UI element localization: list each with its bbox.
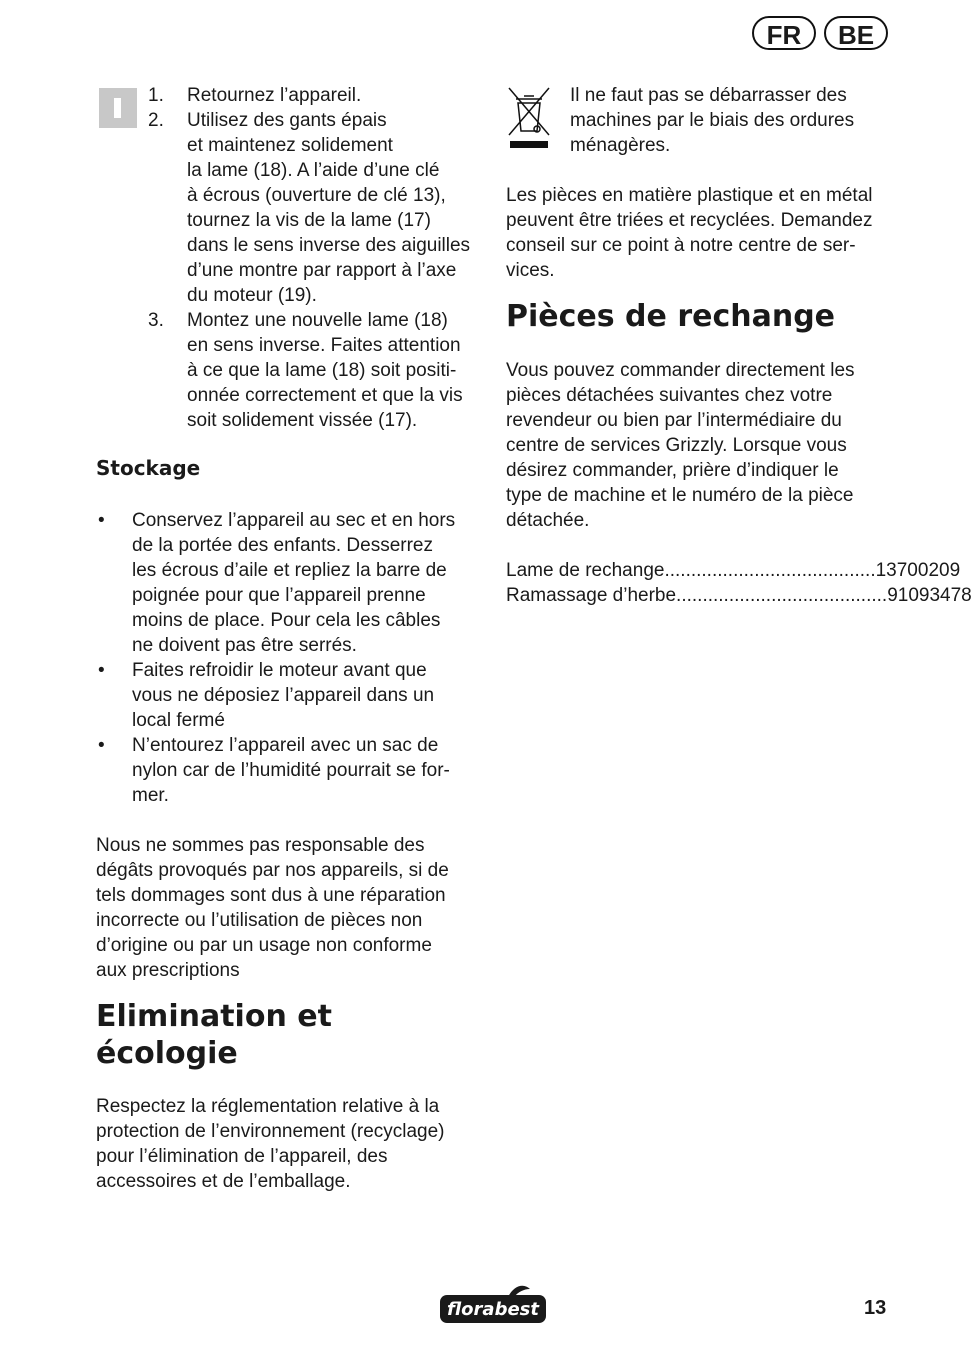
bullet-line: ne doivent pas être serrés.: [132, 635, 357, 656]
stockage-bullets: [96, 508, 486, 808]
elimination-paragraph: [96, 1094, 486, 1194]
step-line: à écrous (ouverture de clé 13),: [187, 185, 446, 206]
text-line: Nous ne sommes pas responsable des: [96, 835, 425, 856]
part-row: [506, 583, 972, 608]
rechange-heading: Pièces de rechange: [506, 299, 836, 334]
text-line: dégâts provoqués par nos appareils, si de: [96, 860, 449, 881]
heading-line: écologie: [96, 1036, 238, 1071]
lang-badge-fr: FR: [752, 16, 816, 50]
step-line: dans le sens inverse des aiguilles: [187, 235, 471, 256]
step-item: [148, 83, 488, 108]
text-line: type de machine et le numéro de la pièce: [506, 485, 854, 506]
stockage-heading: Stockage: [96, 456, 201, 480]
text-line: pour l’élimination de l’appareil, des: [96, 1146, 388, 1167]
elimination-heading: [96, 998, 332, 1072]
text-line: Les pièces en matière plastique et en métal: [506, 185, 873, 206]
text-line: pièces détachées suivantes chez votre: [506, 385, 833, 406]
bullet-item: [96, 508, 486, 658]
bullet-line: nylon car de l’humidité pourrait se for-: [132, 760, 450, 781]
recycle-paragraph: [506, 183, 896, 283]
text-line: Il ne faut pas se débarrasser des: [570, 85, 847, 106]
text-line: Vous pouvez commander directement les: [506, 360, 855, 381]
bullet-line: local fermé: [132, 710, 225, 731]
steps-list: [148, 83, 488, 433]
logo-text: florabest: [447, 1299, 539, 1320]
text-line: incorrecte ou l’utilisation de pièces non: [96, 910, 423, 931]
part-row: [506, 558, 961, 583]
text-line: aux prescriptions: [96, 960, 240, 981]
bullet-item: [96, 658, 486, 733]
step-line: tournez la vis de la lame (17): [187, 210, 431, 231]
bullet-dot: •: [98, 660, 105, 681]
text-line: accessoires et de l’emballage.: [96, 1171, 351, 1192]
step-line: en sens inverse. Faites attention: [187, 335, 461, 356]
bullet-line: poignée pour que l’appareil prenne: [132, 585, 426, 606]
lang-badge-be: BE: [824, 16, 888, 50]
step-number: 2.: [148, 110, 164, 131]
text-line: Respectez la réglementation relative à la: [96, 1096, 440, 1117]
step-line: à ce que la lame (18) soit positi-: [187, 360, 457, 381]
weee-text: [570, 83, 900, 158]
step-item: [148, 308, 488, 433]
bullet-line: Conservez l’appareil au sec et en hors: [132, 510, 456, 531]
part-name: Ramassage d’herbe: [506, 585, 677, 606]
text-line: d’origine ou par un usage non conforme: [96, 935, 432, 956]
part-number: 13700209: [875, 560, 961, 581]
step-marker-icon: [99, 88, 137, 128]
page-number: 13: [864, 1297, 887, 1319]
bullet-line: vous ne déposiez l’appareil dans un: [132, 685, 435, 706]
bullet-line: N’entourez l’appareil avec un sac de: [132, 735, 439, 756]
bullet-line: de la portée des enfants. Desserrez: [132, 535, 434, 556]
text-line: conseil sur ce point à notre centre de ser-: [506, 235, 856, 256]
crossed-bin-icon: [506, 85, 552, 151]
leader-dots: ........................................: [664, 560, 876, 581]
leader-dots: ........................................: [676, 585, 888, 606]
bullet-line: moins de place. Pour cela les câbles: [132, 610, 441, 631]
step-line: soit solidement vissée (17).: [187, 410, 418, 431]
florabest-logo: [438, 1283, 548, 1327]
rechange-paragraph: [506, 358, 896, 533]
step-line: onnée correctement et que la vis: [187, 385, 463, 406]
step-number: 3.: [148, 310, 164, 331]
bullet-dot: •: [98, 735, 105, 756]
step-item: [148, 108, 488, 308]
text-line: revendeur ou bien par l’intermédiaire du: [506, 410, 842, 431]
bullet-dot: •: [98, 510, 105, 531]
step-line: d’une montre par rapport à l’axe: [187, 260, 457, 281]
text-line: peuvent être triées et recyclées. Demandez: [506, 210, 873, 231]
text-line: vices.: [506, 260, 555, 281]
bullet-item: [96, 733, 486, 808]
part-number: 91093478: [887, 585, 972, 606]
step-number: 1.: [148, 85, 164, 106]
step-line: Utilisez des gants épais: [187, 110, 387, 131]
text-line: tels dommages sont dus à une réparation: [96, 885, 446, 906]
part-name: Lame de rechange: [506, 560, 665, 581]
step-line: et maintenez solidement: [187, 135, 393, 156]
text-line: machines par le biais des ordures: [570, 110, 855, 131]
step-line: la lame (18). A l’aide d’une clé: [187, 160, 440, 181]
parts-list: [506, 558, 972, 608]
bullet-line: Faites refroidir le moteur avant que: [132, 660, 427, 681]
text-line: protection de l’environnement (recyclage): [96, 1121, 445, 1142]
step-line: du moteur (19).: [187, 285, 317, 306]
text-line: détachée.: [506, 510, 590, 531]
disclaimer-paragraph: [96, 833, 486, 983]
text-line: ménagères.: [570, 135, 671, 156]
heading-line: Elimination et: [96, 999, 332, 1034]
step-text: Retournez l’appareil.: [187, 85, 362, 106]
step-line: Montez une nouvelle lame (18): [187, 310, 448, 331]
text-line: centre de services Grizzly. Lorsque vous: [506, 435, 847, 456]
bullet-line: mer.: [132, 785, 169, 806]
bullet-line: les écrous d’aile et repliez la barre de: [132, 560, 447, 581]
text-line: désirez commander, prière d’indiquer le: [506, 460, 839, 481]
